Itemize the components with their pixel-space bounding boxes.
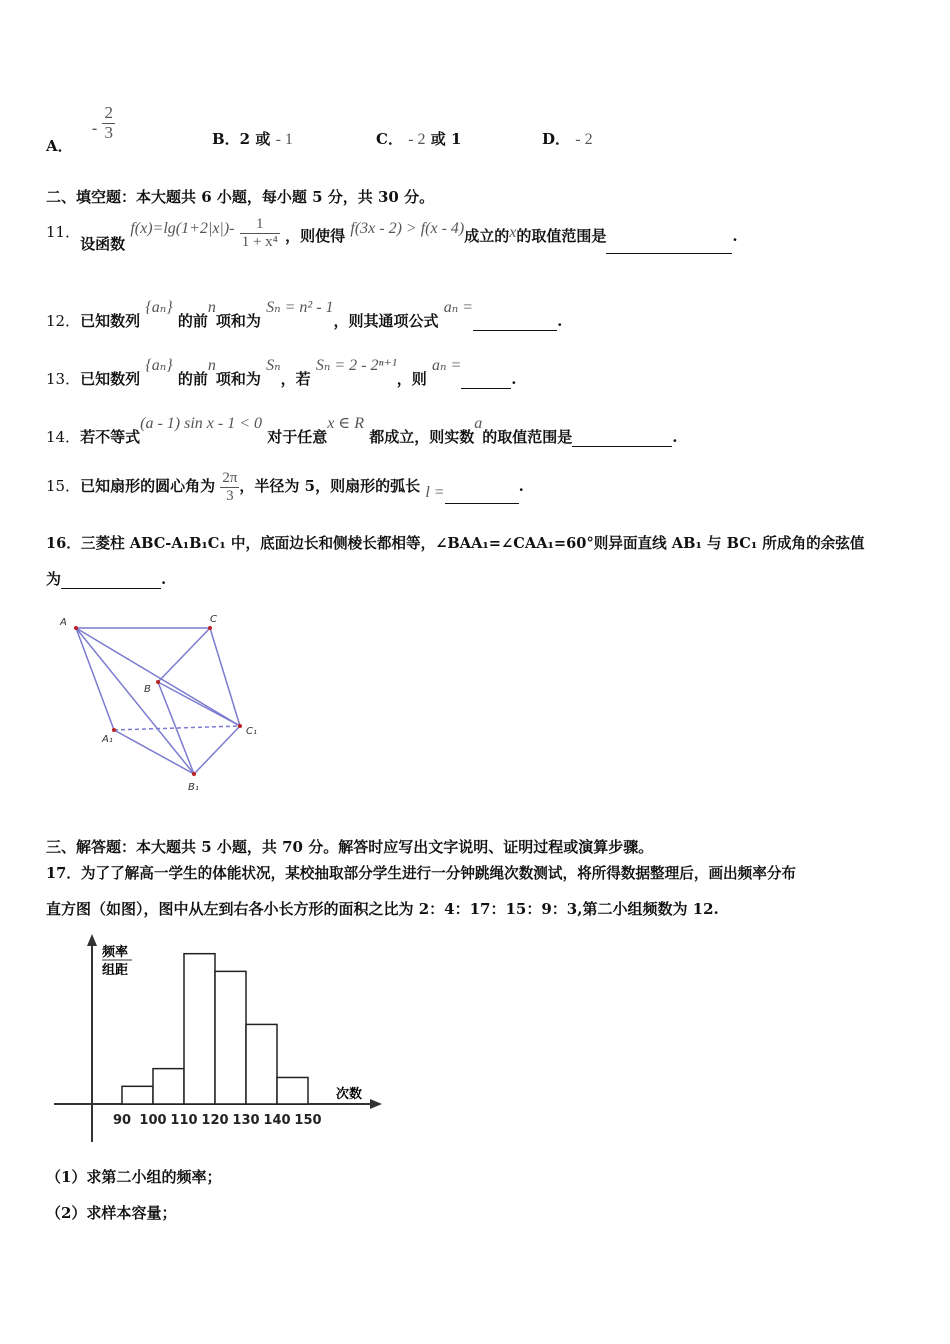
- option-a-label: A．: [46, 137, 73, 156]
- q13-mid3: ，若: [280, 370, 311, 388]
- q12-mid3: ，则其通项公式: [333, 312, 439, 330]
- label-a1: A₁: [102, 734, 113, 745]
- x-tick-label: 100: [139, 1113, 167, 1128]
- label-c: C: [210, 614, 217, 625]
- x-tick-label: 140: [263, 1113, 291, 1128]
- q14-post: 的取值范围是: [482, 428, 573, 446]
- question-16-line2: [46, 568, 166, 589]
- q11-var: x: [509, 224, 517, 241]
- histogram-chart: [46, 932, 386, 1152]
- q13-an: aₙ =: [432, 357, 462, 374]
- label-a: A: [60, 617, 67, 628]
- q14-inequality: (a - 1) sin x - 1 < 0: [140, 415, 262, 432]
- q15-fraction: [220, 470, 239, 504]
- edge-a1-b1: [114, 730, 194, 774]
- histogram-bar: [246, 1024, 277, 1104]
- q14-domain: x ∈ R: [327, 415, 364, 432]
- question-15: [46, 470, 524, 504]
- q13-mid1: 的前: [177, 370, 208, 388]
- option-a-sign: -: [91, 120, 98, 138]
- x-tick-label: 150: [294, 1113, 322, 1128]
- option-d-value: - 2: [575, 131, 593, 148]
- q11-answer-blank: [606, 253, 732, 254]
- q10-option-d: [542, 128, 593, 149]
- fraction-numerator: 2: [104, 103, 113, 122]
- x-axis-label: 次数: [336, 1087, 363, 1102]
- fraction-denominator: 1 + x⁴: [241, 233, 278, 250]
- vertex-a: [74, 626, 78, 630]
- q11-end: .: [732, 227, 738, 245]
- question-17-part2: （2）求样本容量；: [46, 1204, 177, 1222]
- q12-n: n: [207, 299, 216, 316]
- option-c-value1: - 2: [408, 131, 426, 148]
- vertex-b: [156, 680, 160, 684]
- fraction-numerator: 1: [240, 216, 280, 234]
- y-label-bottom: 组距: [102, 963, 129, 978]
- q12-sequence: {aₙ}: [145, 299, 173, 316]
- fraction-denominator: 3: [104, 122, 113, 142]
- edge-b1-c1: [194, 726, 240, 774]
- q12-an: aₙ =: [443, 299, 474, 316]
- q15-answer-blank: [445, 503, 519, 504]
- q12-mid2: 项和为: [215, 312, 261, 330]
- q13-number: 13．: [46, 370, 81, 388]
- q11-post1: 成立的: [464, 227, 510, 245]
- x-tick-label: 110: [170, 1113, 198, 1128]
- q14-pre: 若不等式: [80, 428, 141, 446]
- section3-heading: 三、解答题：本大题共 5 小题，共 70 分。解答时应写出文字说明、证明过程或演算步骤。: [46, 838, 654, 856]
- q10-option-a: [46, 103, 115, 156]
- q13-sn: Sₙ: [266, 357, 281, 374]
- q14-end: .: [672, 428, 678, 446]
- x-axis-arrow: [370, 1099, 382, 1109]
- question-16-line1: 16．三菱柱 ABC-A₁B₁C₁ 中，底面边长和侧棱长都相等，∠BAA₁=∠CAA₁=60°则异面直线 AB₁ 与 BC₁ 所成角的余弦值: [46, 535, 865, 552]
- option-a-fraction: [102, 104, 115, 142]
- edge-a-c1: [76, 628, 240, 726]
- q15-l: l =: [425, 484, 445, 501]
- y-label-top: 频率: [102, 945, 129, 960]
- question-13: [46, 354, 517, 388]
- q13-end: .: [511, 370, 517, 388]
- label-b: B: [144, 684, 151, 695]
- q14-a: a: [474, 415, 483, 432]
- question-12: [46, 296, 563, 330]
- histogram-bar: [277, 1077, 308, 1104]
- q11-mid: ，则使得: [285, 227, 346, 245]
- option-b-value: - 1: [275, 131, 293, 148]
- q13-answer-blank: [461, 388, 511, 389]
- q12-sum: Sₙ = n² - 1: [266, 299, 334, 316]
- option-b-label: B．2 或: [212, 130, 271, 148]
- q15-end: .: [518, 477, 524, 495]
- q11-function: f(x)=lg(1+2|x|)-: [130, 220, 235, 237]
- q15-mid: ，半径为 5，则扇形的弧长: [239, 477, 421, 495]
- x-tick-label: 90: [112, 1113, 132, 1128]
- prism-figure: [52, 610, 282, 800]
- question-17-line1: 17．为了了解高一学生的体能状况，某校抽取部分学生进行一分钟跳绳次数测试，将所得数据整理后，画出频率分布: [46, 865, 797, 882]
- q13-mid4: ，则: [396, 370, 427, 388]
- y-axis-arrow: [87, 934, 97, 946]
- vertex-c: [208, 626, 212, 630]
- q10-option-b: [212, 128, 293, 149]
- x-tick-label: 130: [232, 1113, 260, 1128]
- q15-pre: 已知扇形的圆心角为: [80, 477, 216, 495]
- q10-option-c: [376, 128, 461, 149]
- option-d-label: D．: [542, 130, 571, 148]
- fraction-numerator: 2π: [222, 470, 238, 486]
- q11-fraction: [240, 216, 280, 250]
- option-c-label: C．: [376, 130, 403, 148]
- q13-condition: Sₙ = 2 - 2ⁿ⁺¹: [315, 357, 397, 374]
- q12-pre: 已知数列: [80, 312, 141, 330]
- q11-number: 11．: [46, 223, 81, 241]
- question-17-line2: 直方图（如图），图中从左到右各小长方形的面积之比为 2：4：17：15：9：3,第二小组频数为 12.: [46, 900, 719, 918]
- q13-sequence: {aₙ}: [145, 357, 173, 374]
- label-b1: B₁: [188, 782, 199, 793]
- question-14: [46, 412, 678, 446]
- edge-a-a1: [76, 628, 114, 730]
- question-11: [46, 216, 738, 253]
- edge-a-b1: [76, 628, 194, 774]
- q14-mid1: 对于任意: [267, 428, 328, 446]
- q14-mid2: 都成立，则实数: [369, 428, 475, 446]
- q16-line2-pre: 为: [46, 570, 62, 588]
- q13-pre: 已知数列: [80, 370, 141, 388]
- histogram-bar: [215, 971, 246, 1104]
- histogram-bar: [153, 1069, 184, 1104]
- histogram-bar: [122, 1086, 153, 1104]
- q14-number: 14．: [46, 428, 81, 446]
- vertex-c1: [238, 724, 242, 728]
- q11-post2: 的取值范围是: [516, 227, 607, 245]
- vertex-b1: [192, 772, 196, 776]
- q11-pre: 设函数: [80, 235, 126, 253]
- option-c-mid: 或 1: [430, 130, 462, 148]
- edge-b-c1: [158, 682, 240, 726]
- q12-mid1: 的前: [177, 312, 208, 330]
- q15-number: 15．: [46, 477, 81, 495]
- q13-n: n: [207, 357, 216, 374]
- q16-answer-blank: [61, 588, 161, 589]
- x-tick-label: 120: [201, 1113, 229, 1128]
- q12-end: .: [557, 312, 563, 330]
- q12-answer-blank: [473, 330, 557, 331]
- edge-c-b: [158, 628, 210, 682]
- label-c1: C₁: [246, 726, 257, 737]
- q11-inequality: f(3x - 2) > f(x - 4): [350, 220, 465, 237]
- histogram-bar: [184, 954, 215, 1104]
- question-17-part1: （1）求第二小组的频率；: [46, 1168, 222, 1186]
- section2-heading: 二、填空题：本大题共 6 小题，每小题 5 分，共 30 分。: [46, 188, 435, 206]
- fraction-denominator: 3: [226, 487, 234, 504]
- q14-answer-blank: [572, 446, 672, 447]
- vertex-a1: [112, 728, 116, 732]
- q13-mid2: 项和为: [215, 370, 261, 388]
- q16-line2-end: .: [161, 570, 167, 588]
- q12-number: 12．: [46, 312, 81, 330]
